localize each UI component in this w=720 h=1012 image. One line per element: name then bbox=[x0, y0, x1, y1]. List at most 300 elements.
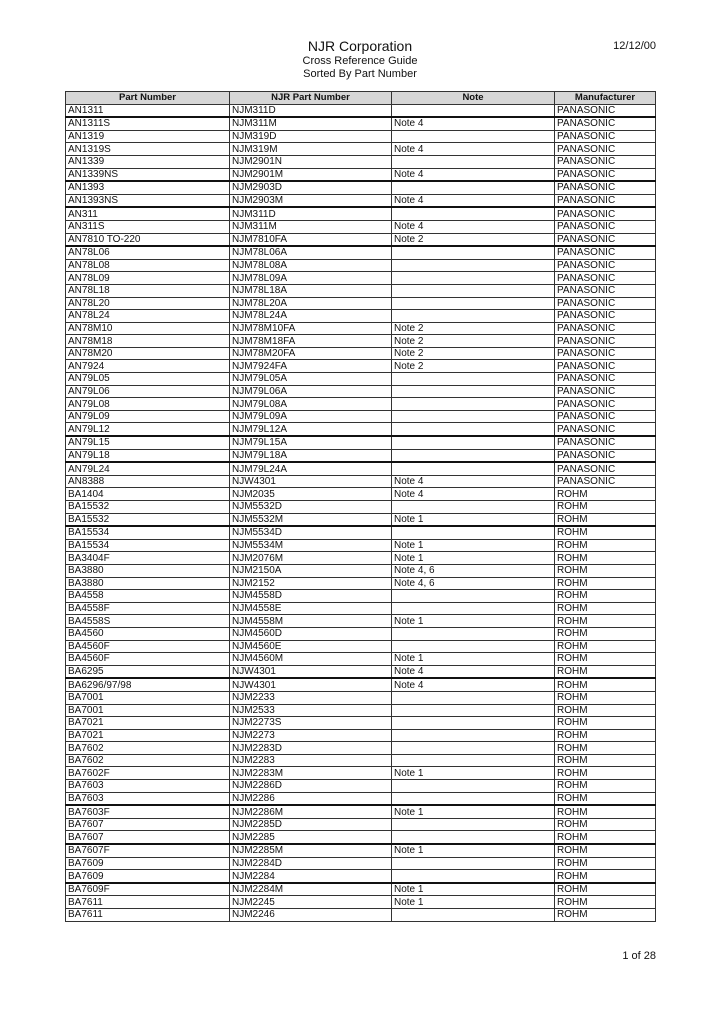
part-number-cell: BA7001 bbox=[66, 704, 230, 717]
njr-part-number-cell: NJM2246 bbox=[230, 909, 392, 922]
njr-part-number-cell: NJW4301 bbox=[230, 475, 392, 488]
njr-part-number-cell: NJM2035 bbox=[230, 488, 392, 501]
part-number-cell: BA15532 bbox=[66, 501, 230, 514]
note-cell: Note 1 bbox=[392, 805, 555, 818]
njr-part-number-cell: NJM2285D bbox=[230, 818, 392, 831]
manufacturer-cell: PANASONIC bbox=[555, 207, 656, 220]
note-cell bbox=[392, 704, 555, 717]
manufacturer-cell: PANASONIC bbox=[555, 143, 656, 156]
part-number-cell: AN79L24 bbox=[66, 462, 230, 475]
note-cell: Note 4, 6 bbox=[392, 577, 555, 590]
manufacturer-cell: PANASONIC bbox=[555, 220, 656, 233]
part-number-cell: AN1311S bbox=[66, 117, 230, 130]
table-row bbox=[66, 436, 656, 449]
note-cell: Note 4 bbox=[392, 678, 555, 691]
part-number-cell: BA7609F bbox=[66, 883, 230, 896]
table-row bbox=[66, 792, 656, 805]
table-row bbox=[66, 194, 656, 207]
manufacturer-cell: PANASONIC bbox=[555, 423, 656, 436]
part-number-cell: BA7609 bbox=[66, 857, 230, 870]
page-number: 1 of 28 bbox=[622, 950, 656, 962]
part-number-cell: BA7609 bbox=[66, 870, 230, 883]
manufacturer-cell: PANASONIC bbox=[555, 181, 656, 194]
manufacturer-cell: ROHM bbox=[555, 896, 656, 909]
njr-part-number-cell: NJM319M bbox=[230, 143, 392, 156]
manufacturer-cell: ROHM bbox=[555, 539, 656, 552]
note-cell bbox=[392, 526, 555, 539]
note-cell bbox=[392, 130, 555, 143]
manufacturer-cell: ROHM bbox=[555, 627, 656, 640]
njr-part-number-cell: NJM2150A bbox=[230, 564, 392, 577]
table-row bbox=[66, 896, 656, 909]
manufacturer-cell: PANASONIC bbox=[555, 385, 656, 398]
part-number-cell: AN78M20 bbox=[66, 347, 230, 360]
note-cell bbox=[392, 602, 555, 615]
part-number-cell: BA7001 bbox=[66, 691, 230, 704]
manufacturer-cell: ROHM bbox=[555, 526, 656, 539]
table-row bbox=[66, 818, 656, 831]
note-cell: Note 1 bbox=[392, 653, 555, 666]
document-title: NJR Corporation bbox=[307, 38, 413, 54]
manufacturer-cell: ROHM bbox=[555, 792, 656, 805]
part-number-cell: BA7611 bbox=[66, 896, 230, 909]
column-header-njr-part-number: NJR Part Number bbox=[230, 92, 392, 105]
table-row bbox=[66, 717, 656, 730]
table-row bbox=[66, 844, 656, 857]
manufacturer-cell: PANASONIC bbox=[555, 130, 656, 143]
njr-part-number-cell: NJM5532D bbox=[230, 501, 392, 514]
manufacturer-cell: ROHM bbox=[555, 780, 656, 793]
note-cell bbox=[392, 640, 555, 653]
part-number-cell: AN1393NS bbox=[66, 194, 230, 207]
table-row bbox=[66, 691, 656, 704]
note-cell bbox=[392, 373, 555, 386]
note-cell: Note 1 bbox=[392, 552, 555, 565]
part-number-cell: BA4558S bbox=[66, 615, 230, 628]
note-cell: Note 2 bbox=[392, 322, 555, 335]
manufacturer-cell: PANASONIC bbox=[555, 398, 656, 411]
njr-part-number-cell: NJM4558M bbox=[230, 615, 392, 628]
table-row bbox=[66, 590, 656, 603]
manufacturer-cell: PANASONIC bbox=[555, 360, 656, 373]
part-number-cell: BA7607 bbox=[66, 818, 230, 831]
part-number-cell: BA7607F bbox=[66, 844, 230, 857]
njr-part-number-cell: NJM78L09A bbox=[230, 272, 392, 285]
part-number-cell: BA3880 bbox=[66, 577, 230, 590]
njr-part-number-cell: NJM79L15A bbox=[230, 436, 392, 449]
table-row bbox=[66, 322, 656, 335]
part-number-cell: AN78L20 bbox=[66, 297, 230, 310]
njr-part-number-cell: NJM4560D bbox=[230, 627, 392, 640]
njr-part-number-cell: NJM78L18A bbox=[230, 284, 392, 297]
table-row bbox=[66, 207, 656, 220]
table-row bbox=[66, 577, 656, 590]
table-row bbox=[66, 310, 656, 323]
manufacturer-cell: PANASONIC bbox=[555, 259, 656, 272]
njr-part-number-cell: NJM78L20A bbox=[230, 297, 392, 310]
table-row bbox=[66, 385, 656, 398]
njr-part-number-cell: NJM79L05A bbox=[230, 373, 392, 386]
note-cell bbox=[392, 462, 555, 475]
part-number-cell: AN79L09 bbox=[66, 410, 230, 423]
njr-part-number-cell: NJM7810FA bbox=[230, 233, 392, 246]
table-row bbox=[66, 373, 656, 386]
table-row bbox=[66, 780, 656, 793]
part-number-cell: AN78L18 bbox=[66, 284, 230, 297]
part-number-cell: BA7603 bbox=[66, 780, 230, 793]
note-cell bbox=[392, 754, 555, 767]
part-number-cell: AN7924 bbox=[66, 360, 230, 373]
part-number-cell: AN78L24 bbox=[66, 310, 230, 323]
table-row bbox=[66, 284, 656, 297]
note-cell: Note 4 bbox=[392, 475, 555, 488]
note-cell bbox=[392, 259, 555, 272]
part-number-cell: BA7602F bbox=[66, 767, 230, 780]
column-header-part-number: Part Number bbox=[66, 92, 230, 105]
note-cell bbox=[392, 729, 555, 742]
manufacturer-cell: PANASONIC bbox=[555, 347, 656, 360]
table-row bbox=[66, 602, 656, 615]
part-number-cell: AN79L18 bbox=[66, 449, 230, 462]
table-row bbox=[66, 539, 656, 552]
table-row bbox=[66, 233, 656, 246]
note-cell bbox=[392, 501, 555, 514]
table-row bbox=[66, 729, 656, 742]
part-number-cell: AN78L06 bbox=[66, 246, 230, 259]
note-cell bbox=[392, 423, 555, 436]
manufacturer-cell: PANASONIC bbox=[555, 310, 656, 323]
table-row bbox=[66, 627, 656, 640]
note-cell: Note 1 bbox=[392, 539, 555, 552]
note-cell: Note 2 bbox=[392, 347, 555, 360]
column-header-note: Note bbox=[392, 92, 555, 105]
part-number-cell: BA7021 bbox=[66, 729, 230, 742]
njr-part-number-cell: NJM4560E bbox=[230, 640, 392, 653]
njr-part-number-cell: NJM2076M bbox=[230, 552, 392, 565]
njr-part-number-cell: NJM4560M bbox=[230, 653, 392, 666]
table-row bbox=[66, 754, 656, 767]
manufacturer-cell: ROHM bbox=[555, 831, 656, 844]
table-row bbox=[66, 272, 656, 285]
manufacturer-cell: PANASONIC bbox=[555, 335, 656, 348]
table-row bbox=[66, 513, 656, 526]
manufacturer-cell: ROHM bbox=[555, 488, 656, 501]
table-row bbox=[66, 704, 656, 717]
document-sort-caption: Sorted By Part Number bbox=[303, 68, 417, 80]
manufacturer-cell: ROHM bbox=[555, 577, 656, 590]
note-cell: Note 1 bbox=[392, 896, 555, 909]
table-body bbox=[66, 104, 656, 921]
part-number-cell: AN78L09 bbox=[66, 272, 230, 285]
njr-part-number-cell: NJW4301 bbox=[230, 678, 392, 691]
note-cell bbox=[392, 818, 555, 831]
note-cell: Note 4 bbox=[392, 665, 555, 678]
table-row bbox=[66, 143, 656, 156]
njr-part-number-cell: NJM2286M bbox=[230, 805, 392, 818]
table-row bbox=[66, 805, 656, 818]
njr-part-number-cell: NJW4301 bbox=[230, 665, 392, 678]
manufacturer-cell: ROHM bbox=[555, 513, 656, 526]
note-cell: Note 2 bbox=[392, 335, 555, 348]
njr-part-number-cell: NJM2284 bbox=[230, 870, 392, 883]
part-number-cell: AN79L12 bbox=[66, 423, 230, 436]
note-cell bbox=[392, 246, 555, 259]
table-row bbox=[66, 742, 656, 755]
part-number-cell: AN1319 bbox=[66, 130, 230, 143]
part-number-cell: BA4558 bbox=[66, 590, 230, 603]
njr-part-number-cell: NJM2901M bbox=[230, 168, 392, 181]
table-row bbox=[66, 335, 656, 348]
table-row bbox=[66, 640, 656, 653]
part-number-cell: AN1339 bbox=[66, 155, 230, 168]
part-number-cell: AN79L08 bbox=[66, 398, 230, 411]
njr-part-number-cell: NJM2284D bbox=[230, 857, 392, 870]
manufacturer-cell: ROHM bbox=[555, 857, 656, 870]
part-number-cell: BA7602 bbox=[66, 754, 230, 767]
njr-part-number-cell: NJM2533 bbox=[230, 704, 392, 717]
njr-part-number-cell: NJM79L18A bbox=[230, 449, 392, 462]
part-number-cell: AN79L15 bbox=[66, 436, 230, 449]
note-cell bbox=[392, 780, 555, 793]
njr-part-number-cell: NJM78L06A bbox=[230, 246, 392, 259]
manufacturer-cell: ROHM bbox=[555, 805, 656, 818]
part-number-cell: AN79L06 bbox=[66, 385, 230, 398]
manufacturer-cell: ROHM bbox=[555, 590, 656, 603]
njr-part-number-cell: NJM2284M bbox=[230, 883, 392, 896]
table-row bbox=[66, 564, 656, 577]
note-cell: Note 2 bbox=[392, 233, 555, 246]
manufacturer-cell: ROHM bbox=[555, 909, 656, 922]
part-number-cell: BA3880 bbox=[66, 564, 230, 577]
table-header-row bbox=[66, 92, 656, 105]
table-row bbox=[66, 615, 656, 628]
manufacturer-cell: PANASONIC bbox=[555, 246, 656, 259]
note-cell bbox=[392, 792, 555, 805]
note-cell: Note 1 bbox=[392, 513, 555, 526]
manufacturer-cell: PANASONIC bbox=[555, 373, 656, 386]
njr-part-number-cell: NJM2152 bbox=[230, 577, 392, 590]
manufacturer-cell: ROHM bbox=[555, 742, 656, 755]
note-cell bbox=[392, 410, 555, 423]
part-number-cell: AN311 bbox=[66, 207, 230, 220]
part-number-cell: BA3404F bbox=[66, 552, 230, 565]
manufacturer-cell: ROHM bbox=[555, 754, 656, 767]
manufacturer-cell: ROHM bbox=[555, 501, 656, 514]
njr-part-number-cell: NJM79L12A bbox=[230, 423, 392, 436]
njr-part-number-cell: NJM5534D bbox=[230, 526, 392, 539]
note-cell bbox=[392, 831, 555, 844]
part-number-cell: AN311S bbox=[66, 220, 230, 233]
njr-part-number-cell: NJM78M10FA bbox=[230, 322, 392, 335]
table-row bbox=[66, 678, 656, 691]
table-row bbox=[66, 117, 656, 130]
note-cell bbox=[392, 104, 555, 117]
njr-part-number-cell: NJM5534M bbox=[230, 539, 392, 552]
manufacturer-cell: ROHM bbox=[555, 729, 656, 742]
table-row bbox=[66, 767, 656, 780]
njr-part-number-cell: NJM2283D bbox=[230, 742, 392, 755]
note-cell bbox=[392, 449, 555, 462]
manufacturer-cell: PANASONIC bbox=[555, 475, 656, 488]
njr-part-number-cell: NJM311M bbox=[230, 117, 392, 130]
part-number-cell: BA6296/97/98 bbox=[66, 678, 230, 691]
manufacturer-cell: PANASONIC bbox=[555, 297, 656, 310]
njr-part-number-cell: NJM2903D bbox=[230, 181, 392, 194]
table-row bbox=[66, 398, 656, 411]
njr-part-number-cell: NJM2245 bbox=[230, 896, 392, 909]
table-row bbox=[66, 220, 656, 233]
manufacturer-cell: PANASONIC bbox=[555, 462, 656, 475]
manufacturer-cell: ROHM bbox=[555, 653, 656, 666]
note-cell: Note 4, 6 bbox=[392, 564, 555, 577]
njr-part-number-cell: NJM2285M bbox=[230, 844, 392, 857]
manufacturer-cell: ROHM bbox=[555, 883, 656, 896]
manufacturer-cell: ROHM bbox=[555, 615, 656, 628]
note-cell bbox=[392, 742, 555, 755]
table-row bbox=[66, 831, 656, 844]
note-cell bbox=[392, 691, 555, 704]
part-number-cell: BA1404 bbox=[66, 488, 230, 501]
manufacturer-cell: ROHM bbox=[555, 678, 656, 691]
njr-part-number-cell: NJM4558D bbox=[230, 590, 392, 603]
note-cell bbox=[392, 155, 555, 168]
part-number-cell: BA4560 bbox=[66, 627, 230, 640]
njr-part-number-cell: NJM2285 bbox=[230, 831, 392, 844]
manufacturer-cell: PANASONIC bbox=[555, 194, 656, 207]
part-number-cell: BA7603 bbox=[66, 792, 230, 805]
table-row bbox=[66, 857, 656, 870]
part-number-cell: AN7810 TO-220 bbox=[66, 233, 230, 246]
table-row bbox=[66, 347, 656, 360]
note-cell: Note 4 bbox=[392, 168, 555, 181]
note-cell bbox=[392, 207, 555, 220]
part-number-cell: AN78M10 bbox=[66, 322, 230, 335]
manufacturer-cell: ROHM bbox=[555, 844, 656, 857]
note-cell: Note 1 bbox=[392, 615, 555, 628]
part-number-cell: AN78M18 bbox=[66, 335, 230, 348]
manufacturer-cell: ROHM bbox=[555, 691, 656, 704]
table-row bbox=[66, 665, 656, 678]
manufacturer-cell: ROHM bbox=[555, 552, 656, 565]
table-row bbox=[66, 488, 656, 501]
njr-part-number-cell: NJM319D bbox=[230, 130, 392, 143]
njr-part-number-cell: NJM79L24A bbox=[230, 462, 392, 475]
part-number-cell: BA7602 bbox=[66, 742, 230, 755]
table-row bbox=[66, 653, 656, 666]
note-cell bbox=[392, 385, 555, 398]
table-row bbox=[66, 246, 656, 259]
part-number-cell: BA15534 bbox=[66, 526, 230, 539]
note-cell bbox=[392, 310, 555, 323]
manufacturer-cell: ROHM bbox=[555, 704, 656, 717]
table-row bbox=[66, 870, 656, 883]
manufacturer-cell: PANASONIC bbox=[555, 233, 656, 246]
manufacturer-cell: ROHM bbox=[555, 870, 656, 883]
note-cell bbox=[392, 870, 555, 883]
njr-part-number-cell: NJM78M20FA bbox=[230, 347, 392, 360]
part-number-cell: BA6295 bbox=[66, 665, 230, 678]
note-cell bbox=[392, 436, 555, 449]
manufacturer-cell: ROHM bbox=[555, 818, 656, 831]
part-number-cell: BA7611 bbox=[66, 909, 230, 922]
table-row bbox=[66, 909, 656, 922]
manufacturer-cell: PANASONIC bbox=[555, 272, 656, 285]
njr-part-number-cell: NJM2286D bbox=[230, 780, 392, 793]
manufacturer-cell: PANASONIC bbox=[555, 155, 656, 168]
manufacturer-cell: PANASONIC bbox=[555, 410, 656, 423]
njr-part-number-cell: NJM2901N bbox=[230, 155, 392, 168]
table-row bbox=[66, 259, 656, 272]
njr-part-number-cell: NJM2273 bbox=[230, 729, 392, 742]
njr-part-number-cell: NJM4558E bbox=[230, 602, 392, 615]
table-row bbox=[66, 526, 656, 539]
manufacturer-cell: ROHM bbox=[555, 564, 656, 577]
table-row bbox=[66, 410, 656, 423]
njr-part-number-cell: NJM311D bbox=[230, 104, 392, 117]
table-row bbox=[66, 883, 656, 896]
manufacturer-cell: PANASONIC bbox=[555, 436, 656, 449]
njr-part-number-cell: NJM311D bbox=[230, 207, 392, 220]
part-number-cell: BA7603F bbox=[66, 805, 230, 818]
njr-part-number-cell: NJM79L08A bbox=[230, 398, 392, 411]
manufacturer-cell: ROHM bbox=[555, 767, 656, 780]
table-row bbox=[66, 423, 656, 436]
note-cell: Note 2 bbox=[392, 360, 555, 373]
manufacturer-cell: ROHM bbox=[555, 665, 656, 678]
manufacturer-cell: ROHM bbox=[555, 640, 656, 653]
njr-part-number-cell: NJM2903M bbox=[230, 194, 392, 207]
part-number-cell: BA4558F bbox=[66, 602, 230, 615]
note-cell bbox=[392, 857, 555, 870]
njr-part-number-cell: NJM2233 bbox=[230, 691, 392, 704]
part-number-cell: AN8388 bbox=[66, 475, 230, 488]
note-cell: Note 4 bbox=[392, 220, 555, 233]
table-row bbox=[66, 168, 656, 181]
table-row bbox=[66, 462, 656, 475]
part-number-cell: BA4560F bbox=[66, 653, 230, 666]
note-cell: Note 4 bbox=[392, 488, 555, 501]
note-cell: Note 4 bbox=[392, 117, 555, 130]
part-number-cell: BA15534 bbox=[66, 539, 230, 552]
note-cell bbox=[392, 909, 555, 922]
manufacturer-cell: PANASONIC bbox=[555, 449, 656, 462]
njr-part-number-cell: NJM78M18FA bbox=[230, 335, 392, 348]
njr-part-number-cell: NJM7924FA bbox=[230, 360, 392, 373]
njr-part-number-cell: NJM311M bbox=[230, 220, 392, 233]
part-number-cell: AN1319S bbox=[66, 143, 230, 156]
part-number-cell: BA15532 bbox=[66, 513, 230, 526]
manufacturer-cell: ROHM bbox=[555, 717, 656, 730]
manufacturer-cell: ROHM bbox=[555, 602, 656, 615]
table-row bbox=[66, 475, 656, 488]
note-cell bbox=[392, 398, 555, 411]
table-row bbox=[66, 449, 656, 462]
njr-part-number-cell: NJM2283 bbox=[230, 754, 392, 767]
cross-reference-table bbox=[65, 91, 656, 922]
njr-part-number-cell: NJM5532M bbox=[230, 513, 392, 526]
note-cell: Note 4 bbox=[392, 143, 555, 156]
manufacturer-cell: PANASONIC bbox=[555, 117, 656, 130]
note-cell bbox=[392, 272, 555, 285]
column-header-manufacturer: Manufacturer bbox=[555, 92, 656, 105]
njr-part-number-cell: NJM78L08A bbox=[230, 259, 392, 272]
document-subtitle: Cross Reference Guide bbox=[302, 55, 418, 67]
njr-part-number-cell: NJM2273S bbox=[230, 717, 392, 730]
document-date: 12/12/00 bbox=[613, 40, 656, 52]
table-row bbox=[66, 501, 656, 514]
njr-part-number-cell: NJM2286 bbox=[230, 792, 392, 805]
njr-part-number-cell: NJM79L06A bbox=[230, 385, 392, 398]
